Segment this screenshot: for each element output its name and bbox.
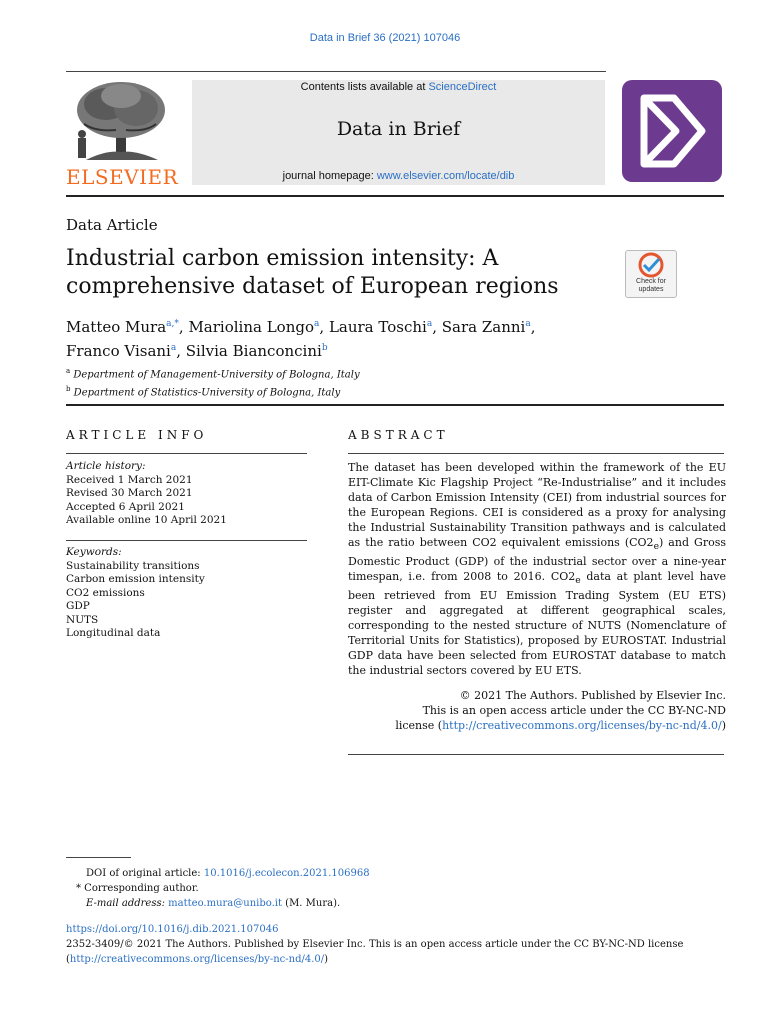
article-title xyxy=(66,245,586,301)
footer-license-link[interactable]: http://creativecommons.org/licenses/by-nc-nd/4.0/ xyxy=(69,954,325,965)
banner-bottom-rule xyxy=(66,195,724,197)
data-in-brief-logo-icon xyxy=(622,80,722,182)
homepage-line xyxy=(192,170,605,182)
keyword-item: Carbon emission intensity xyxy=(66,573,205,585)
affiliation-marker: a xyxy=(66,367,71,375)
abstract-rule xyxy=(348,453,724,454)
doi-original-line xyxy=(66,866,370,881)
article-info-heading: ARTICLE INFO xyxy=(66,428,208,442)
header-rule xyxy=(66,71,606,72)
history-label: Article history: xyxy=(66,460,146,472)
abstract-heading: ABSTRACT xyxy=(348,428,449,442)
doi-link[interactable]: https://doi.org/10.1016/j.dib.2021.107046 xyxy=(66,924,279,935)
homepage-link[interactable]: www.elsevier.com/locate/dib xyxy=(376,170,515,182)
journal-citation-link[interactable]: Data in Brief 36 (2021) 107046 xyxy=(309,32,461,44)
author-line-1 xyxy=(66,314,686,338)
doi-original-link[interactable]: 10.1016/j.ecolecon.2021.106968 xyxy=(203,868,370,879)
elsevier-wordmark: ELSEVIER xyxy=(66,165,179,189)
history-item: Received 1 March 2021 xyxy=(66,473,193,486)
contents-line xyxy=(192,81,605,93)
subscript-e: e xyxy=(653,541,659,553)
affiliation-marker: b xyxy=(66,385,71,394)
abstract-part-3: data at plant level have been retrieved from EU Emission Trading System (EU ETS) register and aggregated at different geographical scales, corresponding to the nested structure of NUTS (Nomenclature of Territorial Units for Statistics), proposed by EUROSTAT. Industrial GDP data have been selected from EUROSTAT database to match the industrial sectors covered by EU ETS. xyxy=(348,570,726,678)
affiliation-item xyxy=(66,364,360,382)
author-name: Franco Visani xyxy=(66,342,171,360)
footnotes xyxy=(66,866,370,911)
author-name: Silvia Bianconcini xyxy=(185,342,322,360)
check-for-updates-icon xyxy=(626,251,676,279)
license-line xyxy=(348,718,726,733)
history-item: Available online 10 April 2021 xyxy=(66,514,227,526)
issn-line: 2352-3409/© 2021 The Authors. Published by Elsevier Inc. This is an open access article under the CC BY-NC-ND license xyxy=(66,939,684,950)
check-for-updates-button[interactable] xyxy=(625,250,677,298)
keyword-item: Longitudinal data xyxy=(66,627,161,639)
doi-original-label: DOI of original article: xyxy=(86,868,204,879)
check-for-updates-label xyxy=(626,278,676,294)
affiliation-rule xyxy=(66,404,724,406)
keywords xyxy=(66,546,306,641)
author-separator: , xyxy=(530,318,536,336)
history-item: Accepted 6 April 2021 xyxy=(66,500,185,513)
author-name: Mariolina Longo xyxy=(188,318,315,336)
author-name: Sara Zanni xyxy=(441,318,526,336)
affiliations xyxy=(66,364,360,401)
keyword-item: GDP xyxy=(66,600,90,612)
history-item: Revised 30 March 2021 xyxy=(66,487,193,499)
check-line-1: Check for xyxy=(636,278,666,285)
email-link[interactable]: matteo.mura@unibo.it xyxy=(168,898,282,909)
footer xyxy=(66,922,683,967)
footer-license-suffix: ) xyxy=(324,954,329,965)
abstract-part-1: The dataset has been developed within the framework of the EU EIT-Climate Kic Flagship Project “Re-Industrialise” and it includes data of Carbon Emission Intensity (CEI) from industrial sources for the European Regions. CEI is considered as a proxy for analysing the Industrial Sustainability Transition pathways and is calculated as the ratio between CO2 equivalent emissions (CO2 xyxy=(348,461,726,549)
footer-license-prefix: ( xyxy=(66,954,70,965)
title-line-1: Industrial carbon emission intensity: A xyxy=(66,246,499,271)
author-separator: , xyxy=(176,342,186,360)
contents-prefix: Contents lists available at xyxy=(300,81,429,93)
author-separator: , xyxy=(319,318,329,336)
abstract-part-2: ) and Gross Domestic Product (GDP) of the industrial sector over a nine-year timespan, i.e. from 2008 to 2016. CO2 xyxy=(348,536,726,584)
keywords-label: Keywords: xyxy=(66,546,122,558)
author-name: Laura Toschi xyxy=(328,318,427,336)
author-line-2 xyxy=(66,338,686,362)
author-affiliation-link[interactable]: a xyxy=(314,319,320,329)
abstract-copyright xyxy=(348,688,726,733)
keyword-item: Sustainability transitions xyxy=(66,559,200,572)
affiliation-item xyxy=(66,382,360,400)
author-separator: , xyxy=(432,318,442,336)
corresponding-line: * Corresponding author. xyxy=(76,883,199,894)
article-info-rule xyxy=(66,453,307,454)
author-affiliation-link[interactable]: a xyxy=(525,319,531,329)
check-line-2: updates xyxy=(638,286,664,293)
journal-title: Data in Brief xyxy=(336,118,461,140)
author-list xyxy=(66,314,686,362)
abstract-bottom-rule xyxy=(348,754,724,755)
sciencedirect-link[interactable]: ScienceDirect xyxy=(428,81,497,93)
email-suffix: (M. Mura). xyxy=(281,898,341,909)
email-label: E-mail address: xyxy=(86,898,169,909)
title-line-2: comprehensive dataset of European regions xyxy=(66,274,559,299)
abstract-text xyxy=(348,460,726,678)
homepage-prefix: journal homepage: xyxy=(282,170,377,182)
license-link[interactable]: http://creativecommons.org/licenses/by-nc-nd/4.0/ xyxy=(442,719,722,732)
author-name: Matteo Mura xyxy=(66,318,167,336)
article-history xyxy=(66,460,306,528)
license-suffix: ) xyxy=(721,719,726,732)
email-line xyxy=(66,896,370,911)
copyright-line: © 2021 The Authors. Published by Elsevier Inc. xyxy=(459,689,726,702)
subscript-e: e xyxy=(575,575,581,587)
affiliation-text: Department of Management-University of Bologna, Italy xyxy=(73,369,360,381)
elsevier-tree-logo-icon xyxy=(66,80,176,164)
author-affiliation-link[interactable]: a xyxy=(170,343,177,353)
keywords-rule xyxy=(66,540,307,541)
footnote-rule xyxy=(66,857,131,858)
open-access-line: This is an open access article under the CC BY-NC-ND xyxy=(422,704,726,717)
author-affiliation-link[interactable]: b xyxy=(321,343,328,353)
author-separator: , xyxy=(178,318,189,336)
affiliation-text: Department of Statistics-University of Bologna, Italy xyxy=(73,387,341,399)
keyword-item: NUTS xyxy=(66,613,99,626)
license-prefix: license ( xyxy=(395,719,443,732)
author-affiliation-link[interactable]: a,* xyxy=(166,319,179,329)
author-affiliation-link[interactable]: a xyxy=(426,319,433,329)
article-type: Data Article xyxy=(66,216,158,234)
keyword-item: CO2 emissions xyxy=(66,586,145,599)
footer-license-line xyxy=(66,952,683,967)
